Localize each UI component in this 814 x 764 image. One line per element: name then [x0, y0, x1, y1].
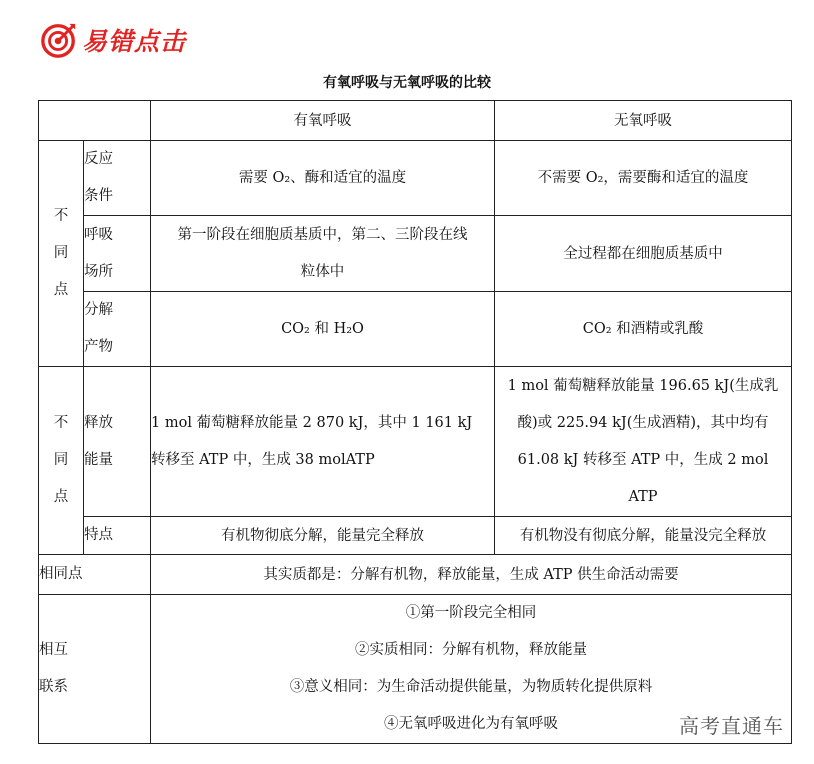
target-icon	[40, 21, 78, 59]
cell-anaerobic-features: 有机物没有彻底分解，能量没完全释放	[495, 517, 792, 555]
logo	[40, 20, 186, 60]
row-label-conditions: 反应 条件	[84, 141, 151, 216]
cell-anaerobic-energy: 1 mol 葡萄糖释放能量 196.65 kJ(生成乳 酸)或 225.94 kJ(生成酒精)，其中均有 61.08 kJ 转移至 ATP 中，生成 2 mol ATP	[495, 367, 792, 517]
row-label-location: 呼吸 场所	[84, 216, 151, 292]
page-title: 有氧呼吸与无氧呼吸的比较	[323, 75, 491, 91]
relation-item: ①第一阶段完全相同	[405, 605, 537, 621]
cell-anaerobic-products: CO₂ 和酒精或乳酸	[495, 292, 792, 367]
table-row	[39, 555, 792, 595]
group-label-differences-2: 不 同 点	[39, 367, 84, 555]
cell-anaerobic-location: 全过程都在细胞质基质中	[495, 216, 792, 292]
cell-similarities: 其实质都是：分解有机物，释放能量，生成 ATP 供生命活动需要	[151, 555, 792, 595]
cell-anaerobic-conditions: 不需要 O₂，需要酶和适宜的温度	[495, 141, 792, 216]
cell-aerobic-location: 第一阶段在细胞质基质中，第二、三阶段在线 粒体中	[151, 216, 495, 292]
cell-aerobic-energy: 1 mol 葡萄糖释放能量 2 870 kJ，其中 1 161 kJ 转移至 ATP 中，生成 38 molATP	[151, 367, 495, 517]
relation-item: ③意义相同：为生命活动提供能量，为物质转化提供原料	[289, 679, 653, 695]
table-row	[39, 216, 792, 292]
header-aerobic: 有氧呼吸	[151, 101, 495, 141]
table-header-row	[39, 101, 792, 141]
cell-aerobic-features: 有机物彻底分解，能量完全释放	[151, 517, 495, 555]
relation-item: ②实质相同：分解有机物，释放能量	[355, 642, 587, 658]
table-row	[39, 292, 792, 367]
group-label-differences: 不 同 点	[39, 141, 84, 367]
row-label-energy: 释放 能量	[84, 367, 151, 517]
table-row	[39, 141, 792, 216]
cell-aerobic-products: CO₂ 和 H₂O	[151, 292, 495, 367]
row-label-features: 特点	[84, 517, 151, 555]
relation-item: ④无氧呼吸进化为有氧呼吸	[384, 716, 558, 732]
row-label-similarities: 相同点	[39, 555, 151, 595]
table-row	[39, 367, 792, 517]
row-label-products: 分解 产物	[84, 292, 151, 367]
table-row	[39, 517, 792, 555]
logo-text: 易错点击	[82, 27, 187, 56]
header-empty-cell	[39, 101, 151, 141]
row-label-relation: 相互 联系	[39, 595, 151, 744]
header-anaerobic: 无氧呼吸	[495, 101, 792, 141]
watermark: 高考直通车	[679, 714, 784, 738]
cell-aerobic-conditions: 需要 O₂、酶和适宜的温度	[151, 141, 495, 216]
comparison-table	[38, 100, 792, 744]
